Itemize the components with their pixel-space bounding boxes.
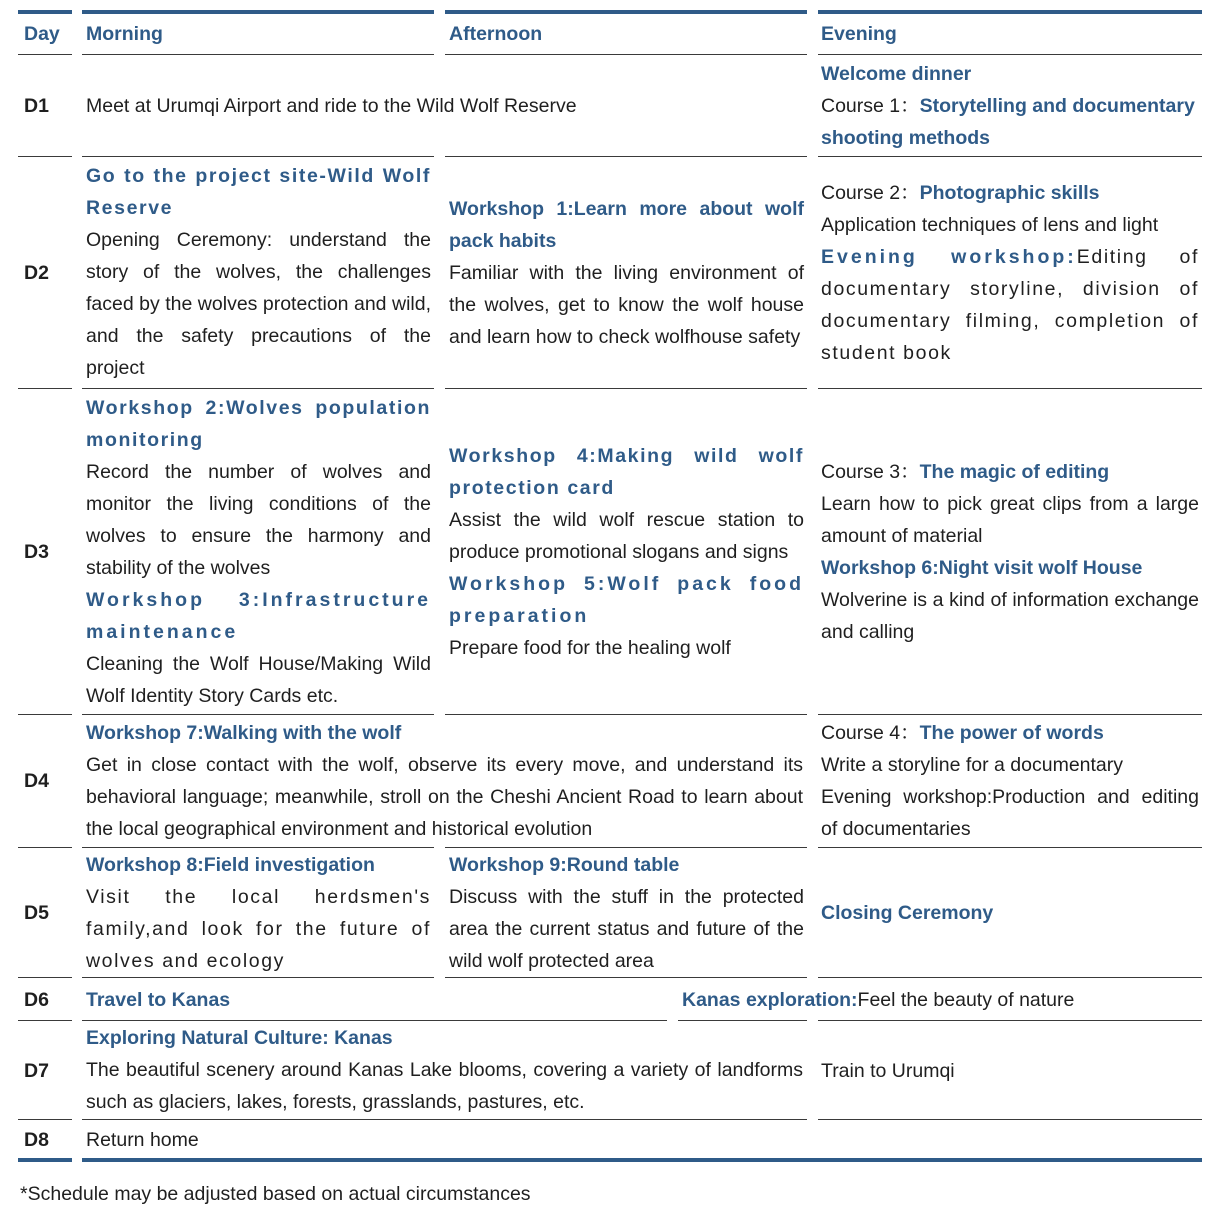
rule [818, 388, 1202, 389]
rule [445, 714, 807, 715]
d6-afternoon [682, 984, 1202, 1016]
course-prefix: Course 4： [821, 722, 920, 744]
d2-morning [86, 160, 431, 384]
day-label-d7: D7 [24, 1060, 49, 1082]
course-title: The power of words [919, 722, 1104, 744]
rule [18, 714, 72, 715]
rule [18, 977, 72, 978]
d4-ws7-text: Get in close contact with the wolf, observe its every move, and understand its behavioral language; meanwhile, stroll on the Cheshi Ancient Road to learn about the local geographical environment and historical evolution [86, 754, 803, 840]
d3-ws3-text: Cleaning the Wolf House/Making Wild Wolf Identity Story Cards etc. [86, 653, 431, 707]
d3-ws6-title: Workshop 6:Night visit wolf House [821, 557, 1143, 579]
rule [818, 54, 1202, 55]
rule [818, 1119, 1202, 1120]
d4-evening-text2: Evening workshop:Production and editing of documentaries [821, 786, 1199, 840]
d2-afternoon-text: Familiar with the living environment of the wolves, get to know the wolf house and learn how to check wolfhouse safety [449, 262, 804, 348]
d2-evening [821, 177, 1199, 369]
rule [18, 156, 72, 157]
d2-evening-text: Application techniques of lens and light [821, 214, 1159, 236]
d5-afternoon [449, 849, 804, 977]
rule [445, 156, 807, 157]
rule [445, 977, 807, 978]
header-evening: Evening [821, 23, 897, 45]
d7-title: Exploring Natural Culture: Kanas [86, 1027, 393, 1049]
header-morning: Morning [86, 23, 163, 45]
rule [82, 847, 434, 848]
d3-afternoon [449, 440, 804, 664]
d3-ws4-title: Workshop 4:Making wild wolf protection card [449, 445, 804, 499]
d3-evening [821, 456, 1199, 648]
d3-ws3-title: Workshop 3:Infrastructure maintenance [86, 589, 431, 643]
top-rule-afternoon [445, 10, 807, 14]
day-label-d1: D1 [24, 95, 49, 117]
d4-evening-text1: Write a storyline for a documentary [821, 754, 1124, 776]
rule [82, 1020, 667, 1021]
d3-ws5-text: Prepare food for the healing wolf [449, 637, 731, 659]
d2-afternoon [449, 193, 804, 353]
rule [18, 847, 72, 848]
d3-ws2-text: Record the number of wolves and monitor the living conditions of the wolves to ensure the harmony and stability of the wolves [86, 461, 431, 579]
d2-morning-title: Go to the project site-Wild Wolf Reserve [86, 165, 431, 219]
top-rule-day [18, 10, 72, 14]
d3-evening-course [821, 456, 1199, 488]
d7-text: The beautiful scenery around Kanas Lake blooms, covering a variety of landforms such as glaciers, lakes, forests, grasslands, pastures, etc. [86, 1059, 803, 1113]
top-rule-morning [82, 10, 434, 14]
d2-afternoon-title: Workshop 1:Learn more about wolf pack habits [449, 198, 804, 252]
exploration-text: Feel the beauty of nature [857, 989, 1075, 1011]
rule [18, 1119, 72, 1120]
rule [82, 54, 434, 55]
day-label-d3: D3 [24, 541, 49, 563]
day-label-d5: D5 [24, 902, 49, 924]
d3-evening-text: Learn how to pick great clips from a large amount of material [821, 493, 1199, 547]
workshop-text: Editing of documentary storyline, division of documentary filming, completion of student book [821, 246, 1199, 364]
d3-ws5-title: Workshop 5:Wolf pack food preparation [449, 573, 804, 627]
d5-ws9-title: Workshop 9:Round table [449, 854, 680, 876]
day-label-d6: D6 [24, 989, 49, 1011]
day-label-d2: D2 [24, 262, 49, 284]
rule [82, 388, 434, 389]
course-prefix: Course 1： [821, 95, 920, 117]
rule [445, 54, 807, 55]
rule [82, 977, 434, 978]
d2-evening-course [821, 177, 1199, 209]
rule [18, 54, 72, 55]
d5-ws8-title: Workshop 8:Field investigation [86, 854, 375, 876]
rule [818, 714, 1202, 715]
rule [818, 847, 1202, 848]
header-day: Day [24, 23, 60, 45]
d7-morning-afternoon [86, 1022, 803, 1118]
course-title: The magic of editing [919, 461, 1110, 483]
rule [818, 1020, 1202, 1021]
header-afternoon: Afternoon [449, 23, 543, 45]
rule [445, 847, 807, 848]
course-prefix: Course 3： [821, 461, 920, 483]
course-prefix: Course 2： [821, 182, 920, 204]
d2-evening-workshop [821, 241, 1199, 369]
rule [82, 1119, 807, 1120]
d1-evening-title: Welcome dinner [821, 63, 972, 85]
d4-evening [821, 717, 1199, 845]
d5-evening-title: Closing Ceremony [821, 902, 994, 924]
d5-ws9-text: Discuss with the stuff in the protected area the current status and future of the wild wolf protected area [449, 886, 804, 972]
d7-evening-text: Train to Urumqi [821, 1060, 955, 1082]
rule [818, 156, 1202, 157]
d5-ws8-text: Visit the local herdsmen's family,and look for the future of wolves and ecology [86, 886, 431, 972]
rule [18, 1020, 72, 1021]
d4-morning-afternoon [86, 717, 803, 845]
d3-ws4-text: Assist the wild wolf rescue station to produce promotional slogans and signs [449, 509, 804, 563]
d6-morning-title: Travel to Kanas [86, 989, 231, 1011]
footnote: *Schedule may be adjusted based on actual circumstances [20, 1183, 531, 1205]
d3-ws6-text: Wolverine is a kind of information exchange and calling [821, 589, 1199, 643]
workshop-title: Evening workshop: [821, 246, 1077, 268]
d3-ws2-title: Workshop 2:Wolves population monitoring [86, 397, 431, 451]
rule [82, 156, 434, 157]
d2-morning-text: Opening Ceremony: understand the story of the wolves, the challenges faced by the wolves protection and wild, and the safety precautions of the project [86, 229, 431, 379]
rule [18, 388, 72, 389]
rule [82, 714, 434, 715]
day-label-d8: D8 [24, 1129, 49, 1151]
bottom-rule-schedule [82, 1158, 1202, 1162]
course-title: Storytelling and documentary shooting methods [821, 95, 1195, 149]
d1-morning-afternoon: Meet at Urumqi Airport and ride to the Wild Wolf Reserve [86, 95, 577, 117]
day-label-d4: D4 [24, 770, 49, 792]
course-title: Photographic skills [919, 182, 1100, 204]
d4-evening-course [821, 717, 1199, 749]
d8-text: Return home [86, 1129, 199, 1151]
bottom-rule-day [18, 1158, 72, 1162]
d5-morning [86, 849, 431, 977]
rule [445, 388, 807, 389]
exploration-title: Kanas exploration: [682, 989, 858, 1011]
d4-ws7-title: Workshop 7:Walking with the wolf [86, 722, 402, 744]
d3-morning [86, 392, 431, 712]
d1-evening-course [821, 90, 1201, 154]
rule [818, 977, 1202, 978]
top-rule-evening [818, 10, 1202, 14]
rule [678, 1020, 807, 1021]
